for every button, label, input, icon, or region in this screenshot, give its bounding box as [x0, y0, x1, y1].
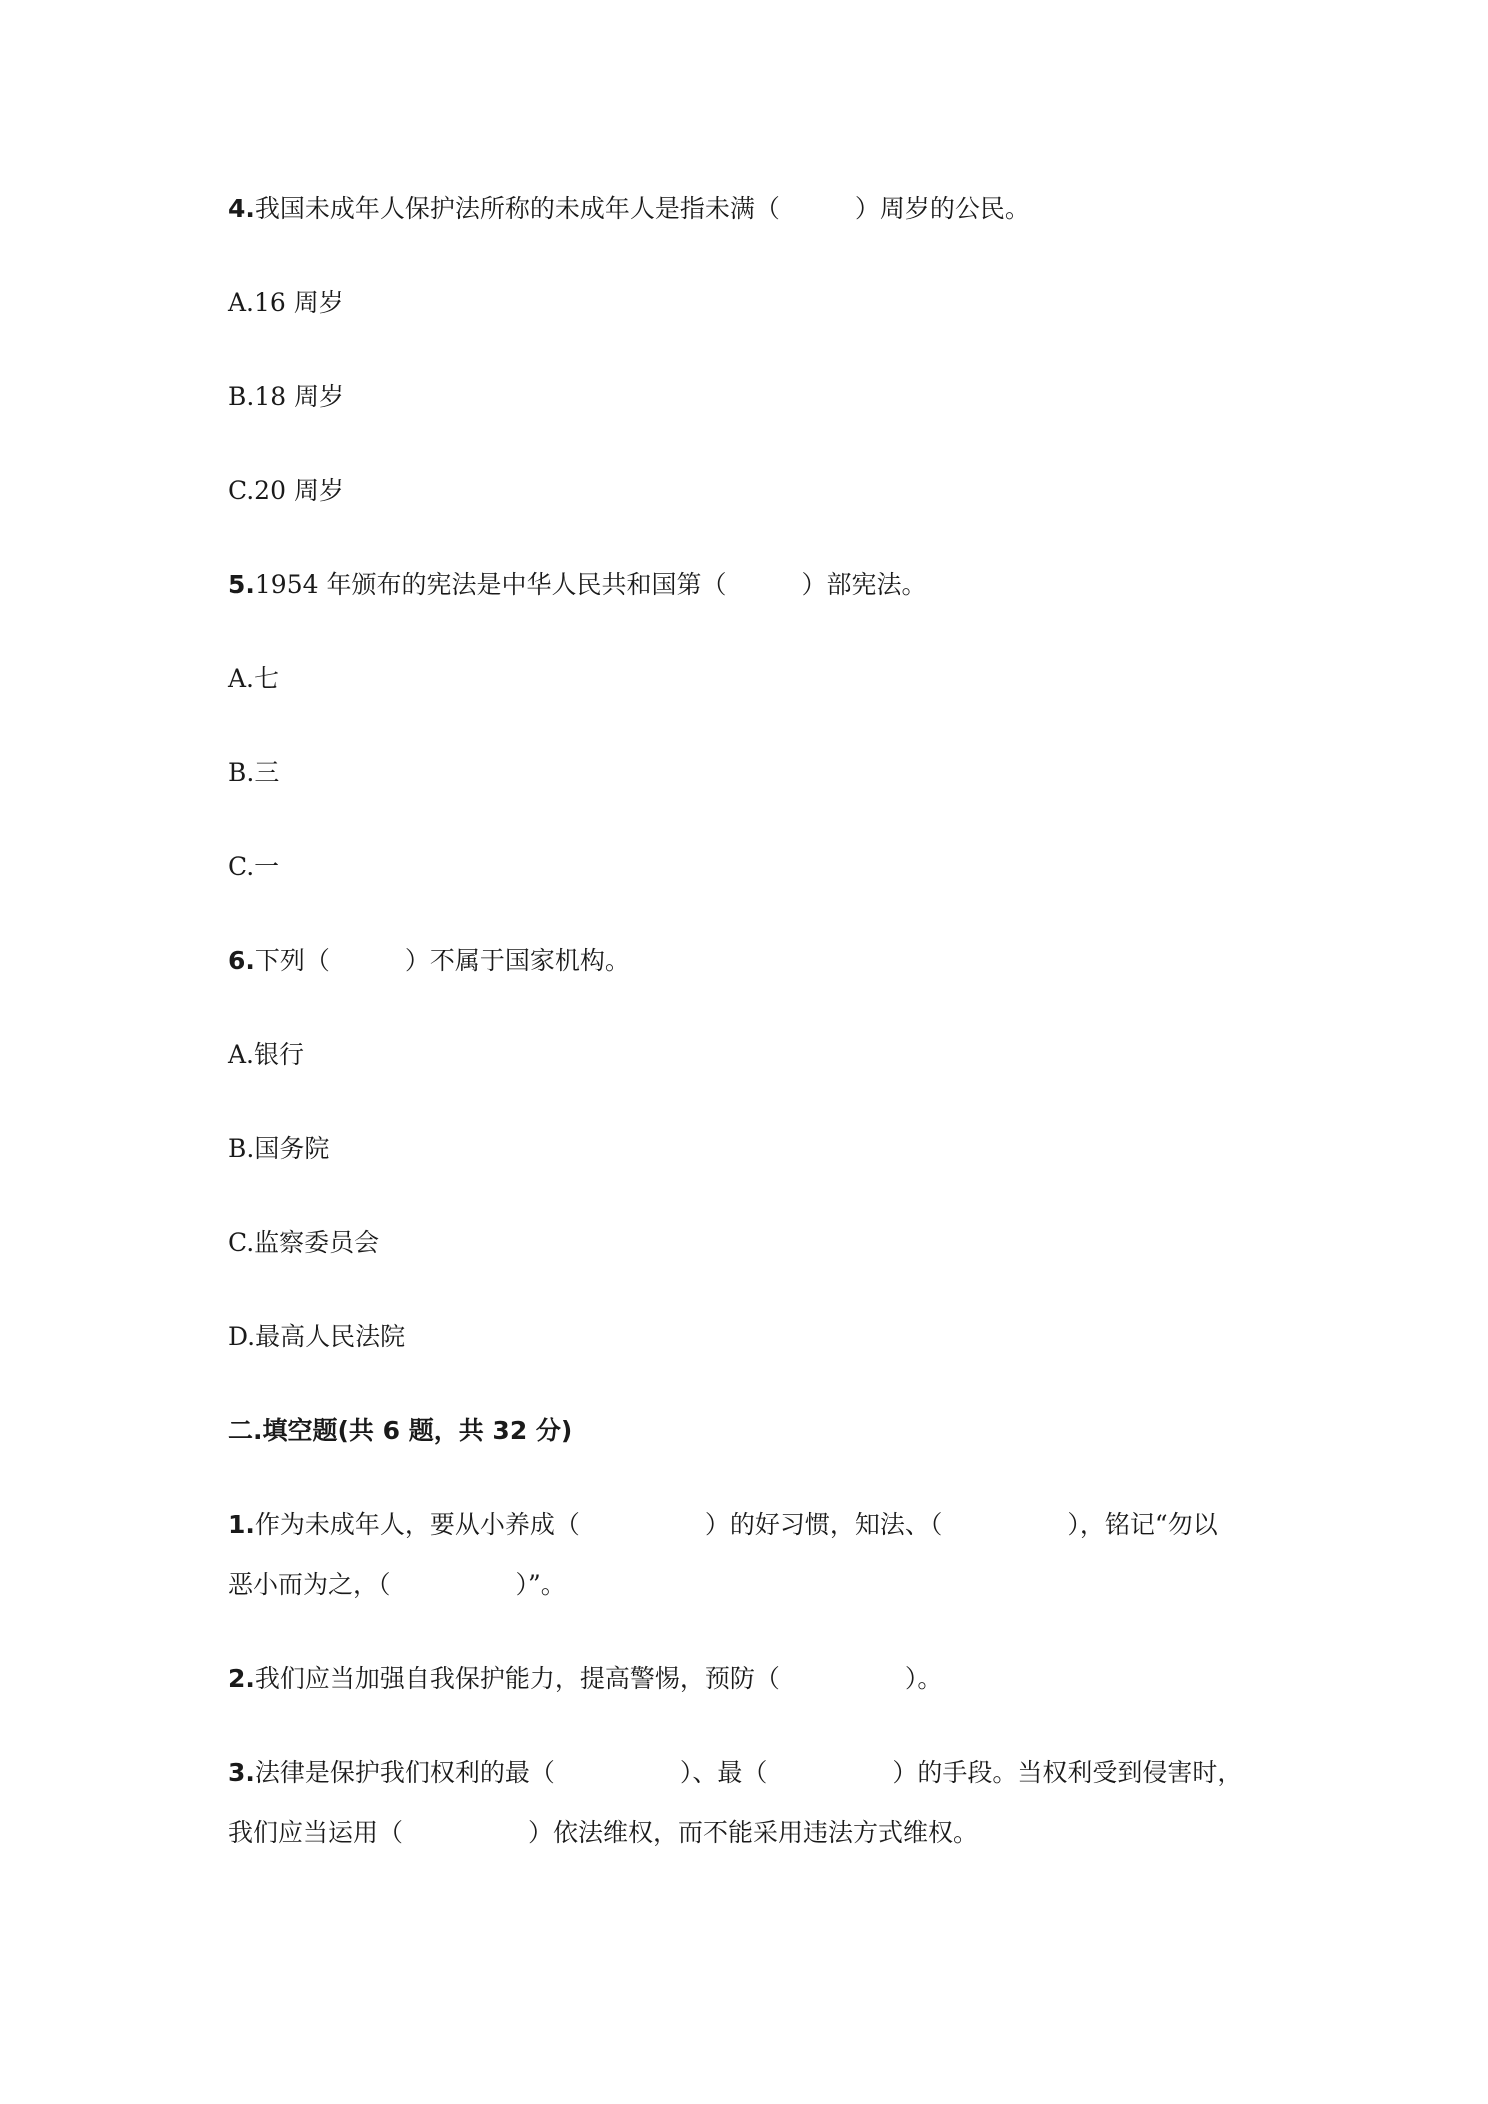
question-text: 下列（ ）不属于国家机构。: [254, 946, 630, 975]
question-4: [228, 192, 1030, 226]
option-c: C.20 周岁: [228, 476, 344, 505]
question-6: [228, 944, 630, 978]
question-text: 我国未成年人保护法所称的未成年人是指未满（ ）周岁的公民。: [254, 194, 1030, 223]
question-text: 1954 年颁布的宪法是中华人民共和国第（ ）部宪法。: [254, 570, 927, 599]
question-number: 2.: [228, 1664, 255, 1693]
fill-question-2: [228, 1662, 942, 1696]
option-a: A.银行: [228, 1040, 305, 1069]
option-b: B.三: [228, 758, 280, 787]
fill-question-3: [228, 1756, 1242, 1790]
question-text-line-2: 我们应当运用（ ）依法维权，而不能采用违法方式维权。: [228, 1818, 979, 1847]
question-text-line-1: 作为未成年人，要从小养成（ ）的好习惯，知法、（ ），铭记“勿以: [254, 1510, 1218, 1539]
question-5: [228, 568, 926, 602]
option-c: C.监察委员会: [228, 1228, 380, 1257]
section-heading: 二.填空题(共 6 题，共 32 分): [228, 1416, 573, 1445]
question-number: 5.: [228, 570, 255, 599]
question-text-line-2: 恶小而为之，（ ）”。: [228, 1570, 566, 1599]
question-number: 1.: [228, 1510, 255, 1539]
option-a: A.16 周岁: [228, 288, 344, 317]
option-b: B.国务院: [228, 1134, 330, 1163]
option-d: D.最高人民法院: [228, 1322, 406, 1351]
question-number: 4.: [228, 194, 255, 223]
question-text: 我们应当加强自我保护能力，提高警惕，预防（ ）。: [254, 1664, 943, 1693]
question-text-line-1: 法律是保护我们权利的最（ ）、最（ ）的手段。当权利受到侵害时，: [254, 1758, 1243, 1787]
question-number: 3.: [228, 1758, 255, 1787]
fill-question-1: [228, 1508, 1218, 1542]
option-a: A.七: [228, 664, 280, 693]
option-b: B.18 周岁: [228, 382, 345, 411]
option-c: C.一: [228, 852, 280, 881]
question-number: 6.: [228, 946, 255, 975]
